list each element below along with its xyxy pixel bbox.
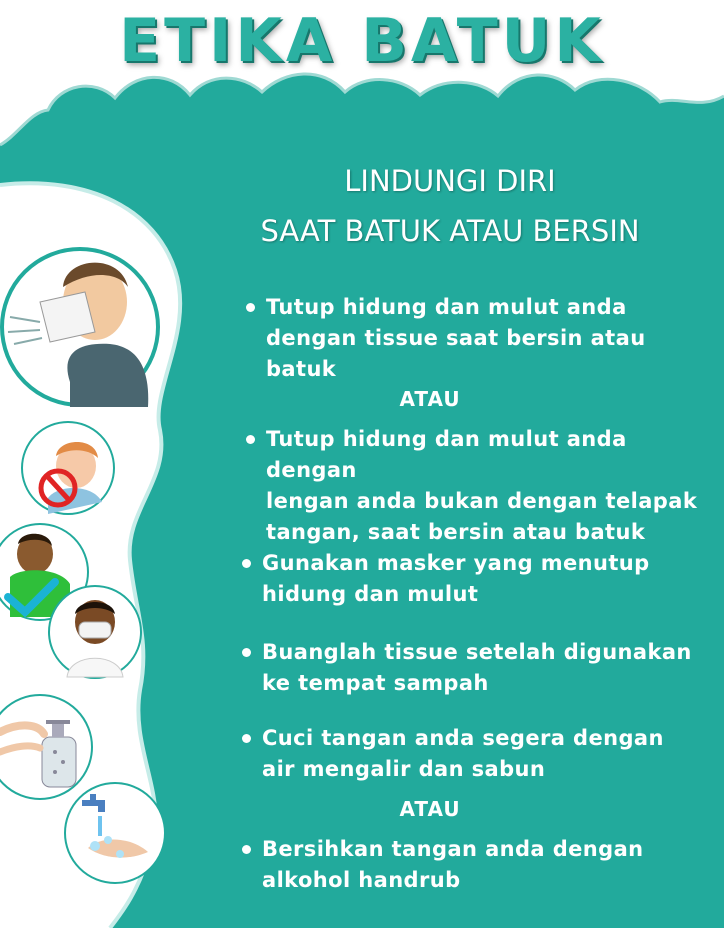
item-text-line: Bersihkan tangan anda dengan: [262, 837, 644, 861]
list-item: [262, 637, 692, 699]
item-text-line: dengan tissue saat bersin atau: [266, 326, 646, 350]
list-item: [262, 723, 664, 785]
item-text-line: lengan anda bukan dengan telapak: [266, 489, 698, 513]
item-text-line: hidung dan mulut: [262, 582, 479, 606]
bullet-dot: [242, 559, 251, 568]
bullet-dot: [246, 435, 255, 444]
bullet-dot: [242, 845, 251, 854]
item-text-line: Buanglah tissue setelah digunakan: [262, 640, 692, 664]
item-text-line: alkohol handrub: [262, 868, 461, 892]
handwashing-faucet-icon: [60, 778, 170, 888]
subtitle-line-1: LINDUNGI DIRI: [344, 164, 556, 198]
man-sneezing-into-tissue-icon: [0, 232, 160, 422]
bullet-dot: [242, 734, 251, 743]
item-text-line: Tutup hidung dan mulut anda dengan: [266, 427, 627, 482]
separator-or: ATAU: [399, 797, 461, 821]
item-text-line: Cuci tangan anda segera dengan: [262, 726, 664, 750]
list-item: [266, 424, 724, 548]
child-wearing-mask-icon: [45, 582, 145, 682]
child-coughing-into-hand-prohibited-icon: [18, 418, 118, 518]
item-text-line: tangan, saat bersin atau batuk: [266, 520, 646, 544]
item-text-line: Tutup hidung dan mulut anda: [266, 295, 627, 319]
item-text-line: air mengalir dan sabun: [262, 757, 546, 781]
list-item: [262, 834, 644, 896]
item-text-line: batuk: [266, 357, 337, 381]
list-item: [262, 548, 650, 610]
subtitle-line-2: SAAT BATUK ATAU BERSIN: [260, 214, 640, 248]
poster-title: ETIKA BATUK: [119, 6, 605, 76]
separator-or: ATAU: [399, 387, 461, 411]
bullet-dot: [242, 648, 251, 657]
list-item: [266, 292, 646, 385]
item-text-line: ke tempat sampah: [262, 671, 489, 695]
item-text-line: Gunakan masker yang menutup: [262, 551, 650, 575]
bullet-dot: [246, 303, 255, 312]
